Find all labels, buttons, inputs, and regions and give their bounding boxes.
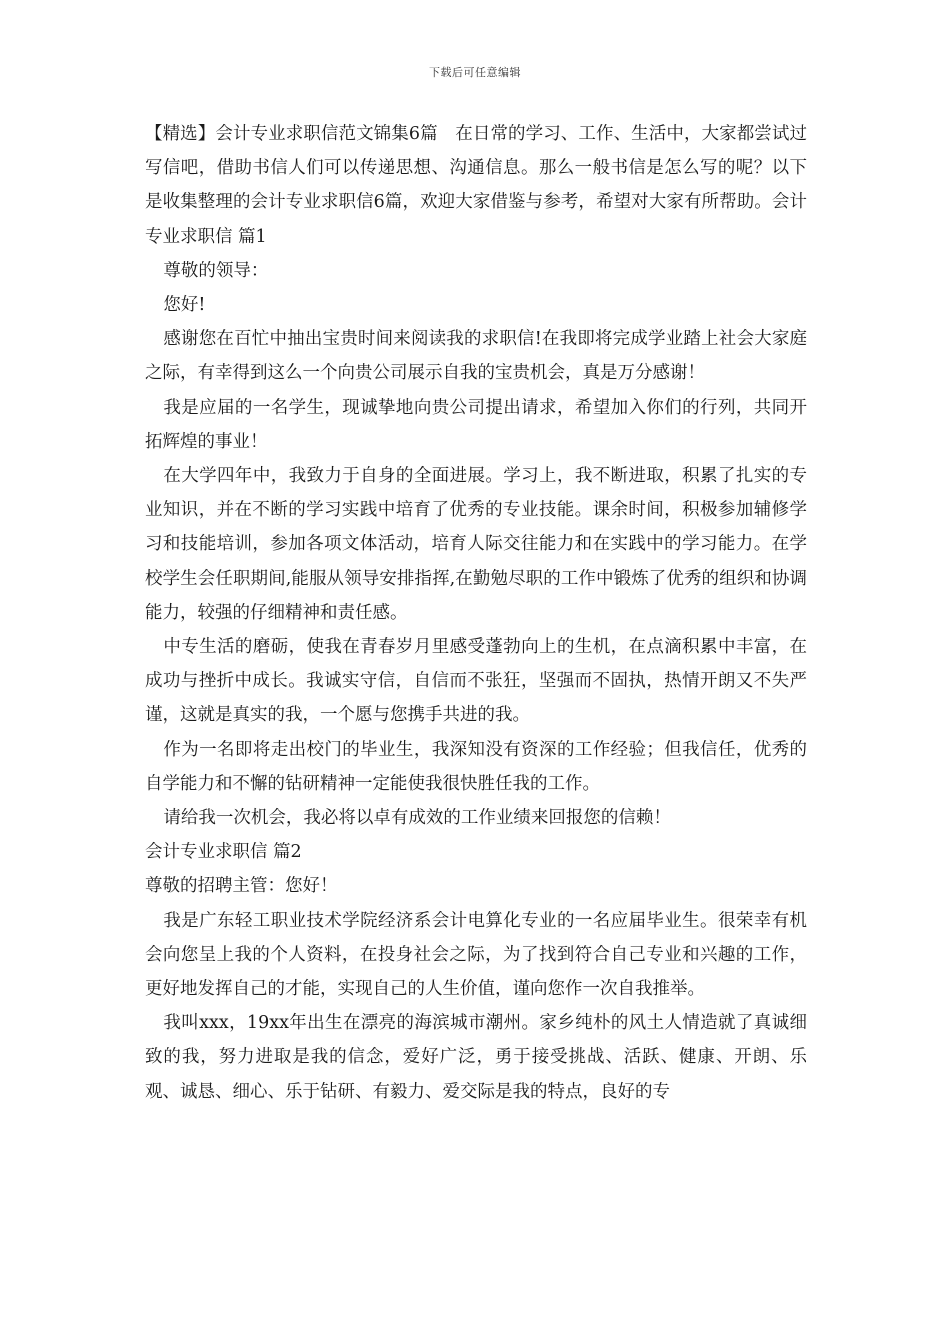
- body-paragraph: 感谢您在百忙中抽出宝贵时间来阅读我的求职信!在我即将完成学业踏上社会大家庭之际，有幸得到这么一个向贵公司展示自我的宝贵机会，真是万分感谢！: [145, 329, 807, 384]
- section-heading: 会计专业求职信 篇2: [145, 842, 302, 863]
- body-paragraph: 我叫xxx，19xx年出生在漂亮的海滨城市潮州。家乡纯朴的风土人情造就了真诚细致的我，努力进取是我的信念，爱好广泛，勇于接受挑战、活跃、健康、开朗、乐观、诚恳、细心、乐于钻研、有毅力、爱交际是我的特点，良好的专: [145, 1013, 807, 1102]
- salutation: 尊敬的招聘主管：您好！: [145, 876, 338, 897]
- intro-paragraph: 【精选】会计专业求职信范文锦集6篇 在日常的学习、工作、生活中，大家都尝试过写信吧，借助书信人们可以传递思想、沟通信息。那么一般书信是怎么写的呢？以下是收集整理的会计专业求职信6篇，欢迎大家借鉴与参考，希望对大家有所帮助。会计专业求职信 篇1: [145, 124, 807, 247]
- document-body: [145, 117, 807, 1109]
- salutation: 尊敬的领导：: [163, 260, 269, 281]
- body-paragraph: 中专生活的磨砺，使我在青春岁月里感受蓬勃向上的生机，在点滴积累中丰富，在成功与挫折中成长。我诚实守信，自信而不张狂，坚强而不固执，热情开朗又不失严谨，这就是真实的我，一个愿与您携手共进的我。: [145, 637, 807, 726]
- body-paragraph: 我是应届的一名学生，现诚挚地向贵公司提出请求，希望加入你们的行列，共同开拓辉煌的事业！: [145, 397, 807, 452]
- body-paragraph: 在大学四年中，我致力于自身的全面进展。学习上，我不断进取，积累了扎实的专业知识，并在不断的学习实践中培育了优秀的专业技能。课余时间，积极参加辅修学习和技能培训，参加各项文体活动，培育人际交往能力和在实践中的学习能力。在学校学生会任职期间,能服从领导安排指挥,在勤勉尽职的工作中锻炼了优秀的组织和协调能力，较强的仔细精神和责任感。: [145, 466, 807, 623]
- body-paragraph: 作为一名即将走出校门的毕业生，我深知没有资深的工作经验；但我信任，优秀的自学能力和不懈的钻研精神一定能使我很快胜任我的工作。: [145, 739, 807, 794]
- page-header: 下载后可任意编辑: [429, 66, 521, 79]
- closing-paragraph: 请给我一次机会，我必将以卓有成效的工作业绩来回报您的信赖！: [163, 808, 671, 829]
- body-paragraph: 我是广东轻工职业技术学院经济系会计电算化专业的一名应届毕业生。很荣幸有机会向您呈上我的个人资料，在投身社会之际，为了找到符合自己专业和兴趣的工作，更好地发挥自己的才能，实现自己的人生价值，谨向您作一次自我推举。: [145, 910, 807, 1000]
- greeting: 您好!: [163, 295, 206, 316]
